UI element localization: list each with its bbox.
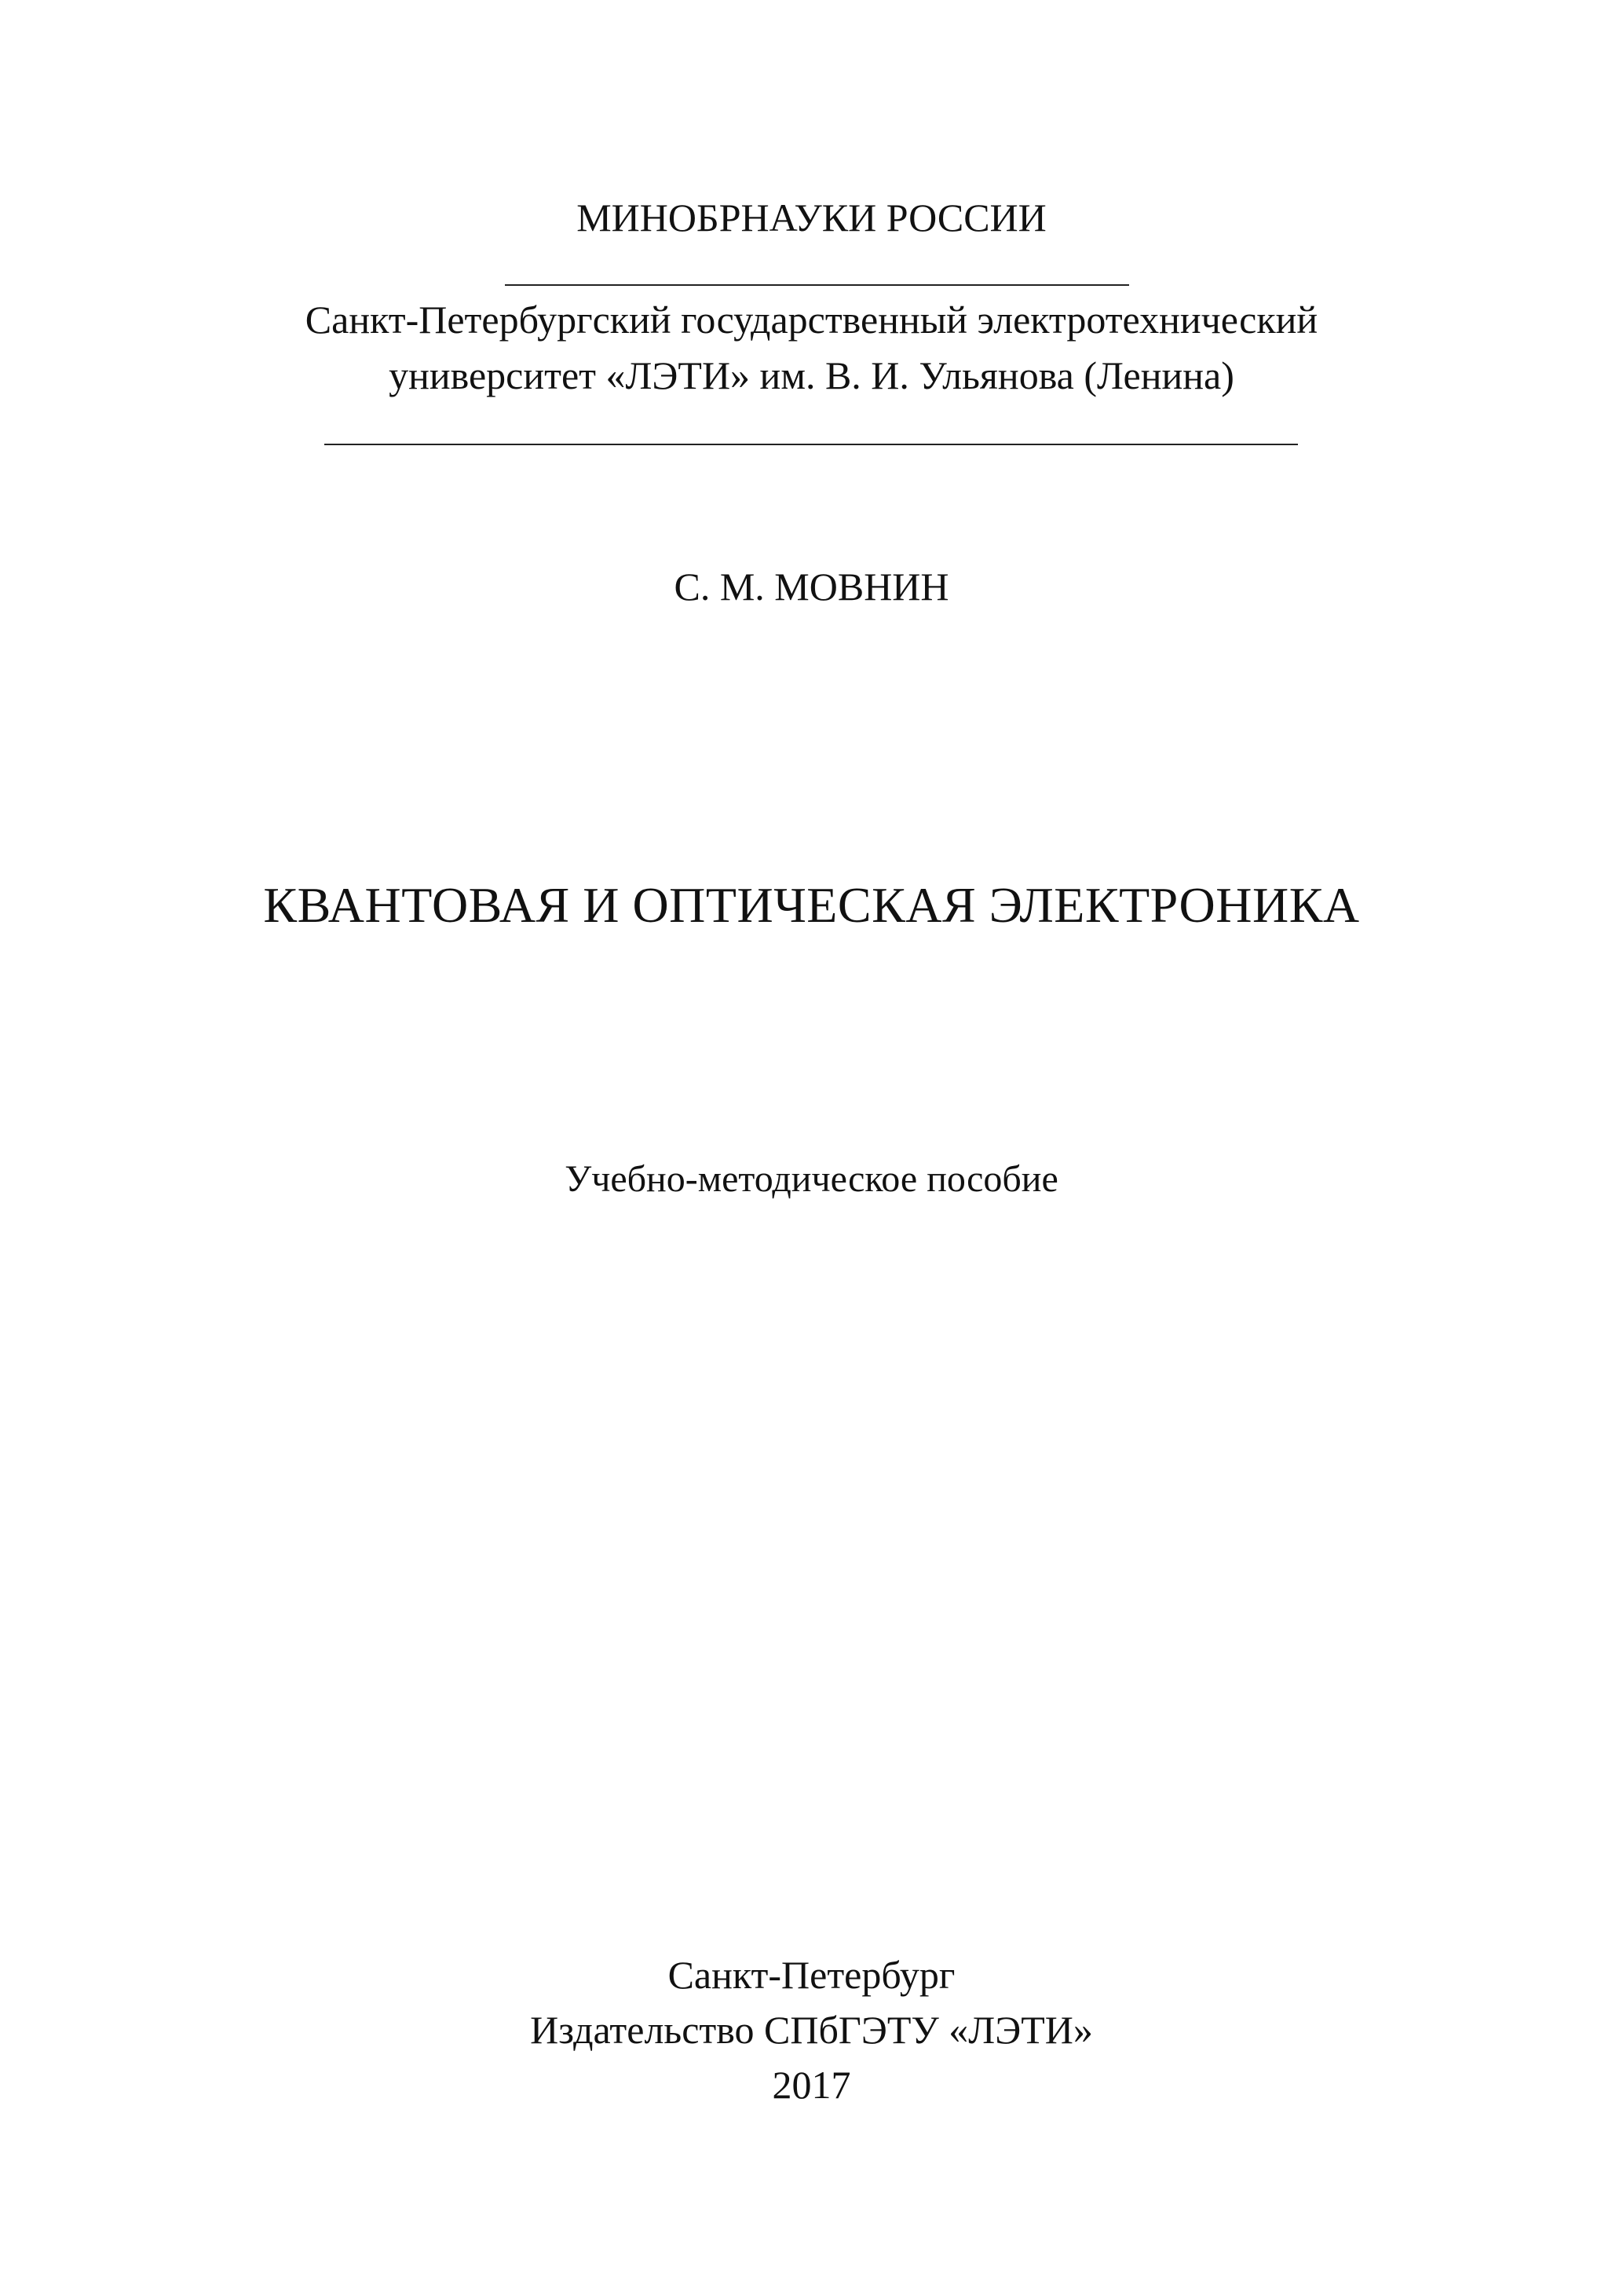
imprint-year: 2017 — [772, 2063, 851, 2107]
book-title: КВАНТОВАЯ И ОПТИЧЕСКАЯ ЭЛЕКТРОНИКА — [263, 877, 1360, 933]
imprint-city: Санкт-Петербург — [667, 1953, 956, 1997]
ministry-name: МИНОБРНАУКИ РОССИИ — [576, 196, 1047, 239]
university-name-line-2: университет «ЛЭТИ» им. В. И. Ульянова (Ленина) — [389, 353, 1234, 397]
header-divider-long — [324, 444, 1298, 445]
author-name: С. М. МОВНИН — [674, 565, 949, 609]
imprint-publisher: Издательство СПбГЭТУ «ЛЭТИ» — [530, 2008, 1093, 2052]
book-subtitle: Учебно-методическое пособие — [565, 1158, 1058, 1200]
header-divider-short — [505, 284, 1129, 286]
university-name-line-1: Санкт-Петербургский государственный электротехнический — [305, 298, 1318, 342]
